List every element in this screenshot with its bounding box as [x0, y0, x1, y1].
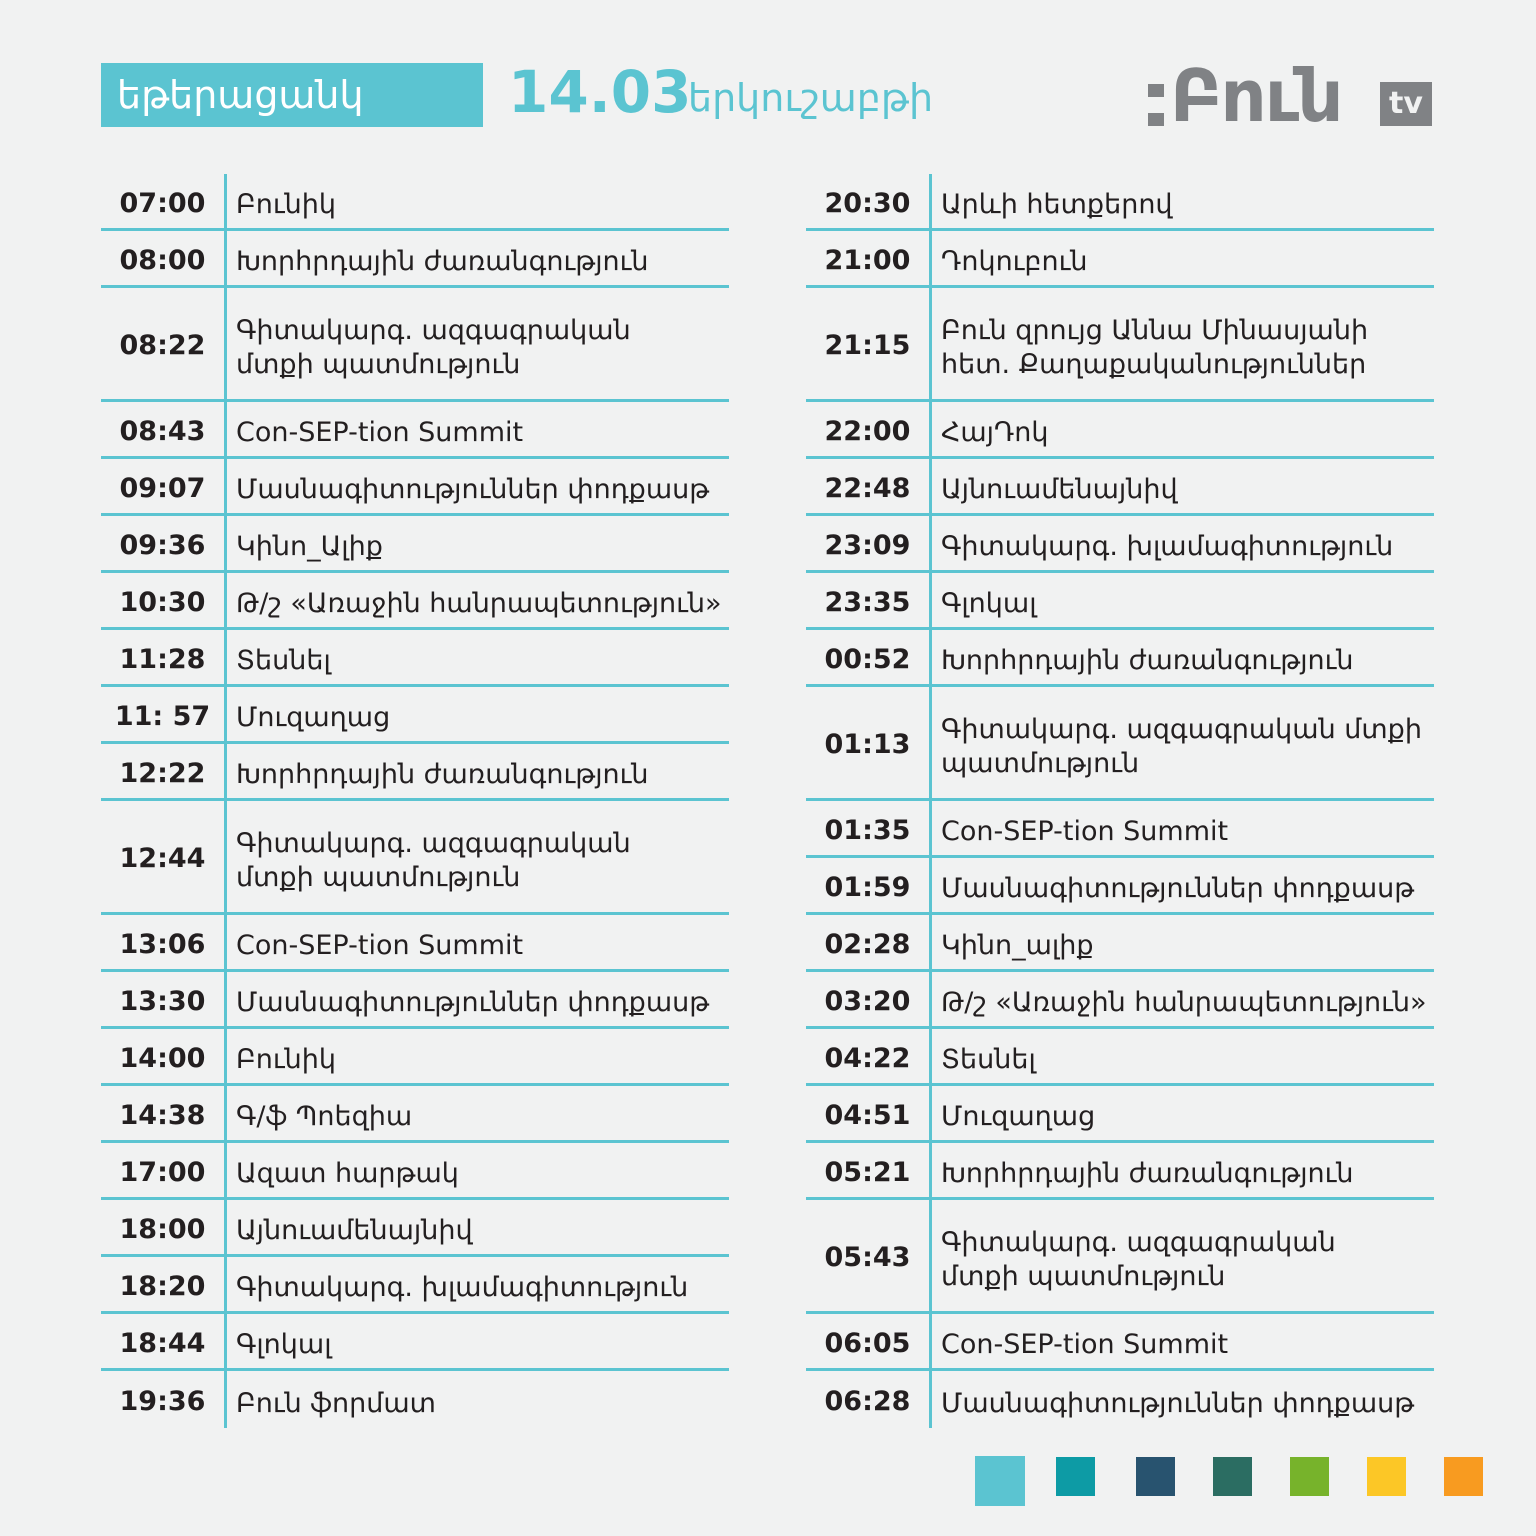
logo-word: Բուն	[1170, 54, 1342, 138]
schedule-column-left	[101, 174, 729, 1428]
schedule-time: 13:30	[119, 985, 206, 1017]
schedule-time: 05:21	[824, 1156, 911, 1188]
schedule-row	[806, 174, 1434, 231]
schedule-row	[806, 231, 1434, 288]
schedule-time: 09:36	[119, 529, 206, 561]
schedule-row	[101, 288, 729, 402]
schedule-time: 21:15	[824, 330, 911, 361]
schedule-time: 08:43	[119, 415, 206, 447]
schedule-time: 04:51	[824, 1099, 911, 1131]
schedule-program: Գիտակարգ. ազգագրական մտքի պատմություն	[941, 713, 1422, 779]
schedule-row	[806, 1314, 1434, 1371]
schedule-time: 17:00	[119, 1156, 206, 1188]
logo-tv-badge: tv	[1380, 82, 1432, 126]
schedule-program: Դոկուբուն	[941, 246, 1088, 277]
color-swatch	[975, 1456, 1025, 1506]
schedule-program: Խորհրդային ժառանգություն	[941, 1158, 1354, 1189]
schedule-time: 12:44	[119, 843, 206, 874]
schedule-program: Con-SEP-tion Summit	[236, 930, 524, 961]
bun-tv-logo	[1148, 54, 1438, 138]
schedule-time: 01:13	[824, 729, 911, 760]
schedule-program: Գլոկալ	[941, 588, 1037, 619]
schedule-row	[101, 972, 729, 1029]
schedule-program: Արևի հետքերով	[941, 189, 1173, 220]
schedule-time: 11: 57	[114, 700, 211, 732]
schedule-program: Այնուամենայնիվ	[236, 1215, 473, 1246]
schedule-program: Բուն զրույց Աննա Մինասյանի հետ. Քաղաքականություններ	[941, 314, 1369, 380]
schedule-program: Խորհրդային ժառանգություն	[236, 246, 649, 277]
schedule-row	[101, 459, 729, 516]
schedule-date: 14.03	[508, 58, 692, 126]
schedule-row	[101, 1200, 729, 1257]
schedule-program: Տեսնել	[236, 645, 331, 676]
color-swatch	[1290, 1457, 1329, 1496]
schedule-program: Ազատ հարթակ	[236, 1158, 459, 1189]
schedule-row	[101, 174, 729, 231]
schedule-row	[101, 915, 729, 972]
schedule-time: 04:22	[824, 1042, 911, 1074]
schedule-row	[101, 1371, 729, 1428]
schedule-row	[101, 1029, 729, 1086]
schedule-program: Գիտակարգ. խլամագիտություն	[941, 531, 1394, 562]
schedule-program: Թ/շ «Առաջին հանրապետություն»	[941, 987, 1427, 1018]
schedule-program: Մուզաղաց	[236, 702, 391, 733]
schedule-program: Գ/ֆ Պոեզիա	[236, 1101, 413, 1132]
schedule-row	[101, 744, 729, 801]
schedule-time: 02:28	[824, 928, 911, 960]
schedule-program: Թ/շ «Առաջին հանրապետություն»	[236, 588, 722, 619]
schedule-program: Con-SEP-tion Summit	[941, 1329, 1229, 1360]
schedule-time: 19:36	[119, 1386, 206, 1417]
color-swatch	[1367, 1457, 1406, 1496]
schedule-row	[101, 801, 729, 915]
schedule-row	[806, 858, 1434, 915]
schedule-row	[806, 687, 1434, 801]
schedule-program: ՀայԴոկ	[941, 417, 1049, 448]
schedule-program: Գիտակարգ. ազգագրական մտքի պատմություն	[236, 827, 631, 893]
schedule-program: Գլոկալ	[236, 1329, 332, 1360]
schedule-time: 22:48	[824, 472, 911, 504]
schedule-row	[806, 630, 1434, 687]
schedule-time: 01:35	[824, 814, 911, 846]
schedule-row	[806, 1029, 1434, 1086]
schedule-time: 00:52	[824, 643, 911, 675]
schedule-program: Գիտակարգ. ազգագրական մտքի պատմություն	[236, 314, 631, 380]
schedule-program: Բունիկ	[236, 189, 336, 220]
schedule-row	[806, 801, 1434, 858]
schedule-program: Մասնագիտություններ փոդքասթ	[236, 474, 710, 505]
schedule-time: 06:28	[824, 1386, 911, 1417]
schedule-row	[101, 630, 729, 687]
schedule-row	[806, 573, 1434, 630]
schedule-time: 06:05	[824, 1327, 911, 1359]
schedule-time: 05:43	[824, 1242, 911, 1273]
schedule-row	[101, 402, 729, 459]
schedule-program: Գիտակարգ. ազգագրական մտքի պատմություն	[941, 1226, 1336, 1292]
color-swatch	[1444, 1457, 1483, 1496]
schedule-row	[101, 516, 729, 573]
schedule-program: Մասնագիտություններ փոդքասթ	[941, 873, 1415, 904]
schedule-program: Կինո_ալիք	[941, 930, 1094, 961]
schedule-program: Մասնագիտություններ փոդքասթ	[236, 987, 710, 1018]
schedule-time: 01:59	[824, 871, 911, 903]
schedule-time: 09:07	[119, 472, 206, 504]
schedule-row	[101, 1314, 729, 1371]
color-swatch	[1056, 1457, 1095, 1496]
color-swatch	[1213, 1457, 1252, 1496]
schedule-time: 11:28	[119, 643, 206, 675]
schedule-row	[806, 288, 1434, 402]
schedule-row	[806, 915, 1434, 972]
logo-colon-mark	[1148, 84, 1166, 128]
schedule-row	[101, 573, 729, 630]
schedule-time: 08:22	[119, 330, 206, 361]
schedule-time: 07:00	[119, 187, 206, 219]
schedule-row	[101, 1257, 729, 1314]
schedule-time: 12:22	[119, 757, 206, 789]
schedule-row	[806, 972, 1434, 1029]
schedule-program: Այնուամենայնիվ	[941, 474, 1178, 505]
schedule-time: 20:30	[824, 187, 911, 219]
schedule-time: 22:00	[824, 415, 911, 447]
color-swatch	[1136, 1457, 1175, 1496]
schedule-program: Մուզաղաց	[941, 1101, 1096, 1132]
schedule-program: Խորհրդային ժառանգություն	[236, 759, 649, 790]
schedule-row	[101, 687, 729, 744]
schedule-program: Բունիկ	[236, 1044, 336, 1075]
schedule-program: Գիտակարգ. խլամագիտություն	[236, 1272, 689, 1303]
schedule-row	[101, 231, 729, 288]
schedule-column-right	[806, 174, 1434, 1428]
schedule-program: Բուն ֆորմատ	[236, 1387, 436, 1419]
schedule-row	[806, 1200, 1434, 1314]
schedule-time: 23:35	[824, 586, 911, 618]
schedule-time: 18:20	[119, 1270, 206, 1302]
schedule-time: 14:38	[119, 1099, 206, 1131]
schedule-row	[101, 1086, 729, 1143]
schedule-row	[806, 1143, 1434, 1200]
schedule-program: Կինո_Ալիք	[236, 531, 383, 562]
schedule-program: Con-SEP-tion Summit	[941, 816, 1229, 847]
schedule-row	[806, 459, 1434, 516]
schedule-label: եթերացանկ	[101, 63, 483, 127]
schedule-time: 10:30	[119, 586, 206, 618]
schedule-time: 03:20	[824, 985, 911, 1017]
schedule-program: Խորհրդային ժառանգություն	[941, 645, 1354, 676]
schedule-row	[806, 1371, 1434, 1428]
schedule-program: Տեսնել	[941, 1044, 1036, 1075]
schedule-weekday: երկուշաբթի	[688, 76, 934, 120]
schedule-row	[806, 1086, 1434, 1143]
schedule-time: 18:44	[119, 1327, 206, 1359]
schedule-time: 23:09	[824, 529, 911, 561]
schedule-program: Մասնագիտություններ փոդքասթ	[941, 1387, 1415, 1419]
schedule-time: 14:00	[119, 1042, 206, 1074]
schedule-time: 18:00	[119, 1213, 206, 1245]
schedule-row	[806, 516, 1434, 573]
schedule-time: 21:00	[824, 244, 911, 276]
schedule-program: Con-SEP-tion Summit	[236, 417, 524, 448]
schedule-row	[101, 1143, 729, 1200]
schedule-row	[806, 402, 1434, 459]
schedule-time: 08:00	[119, 244, 206, 276]
schedule-time: 13:06	[119, 928, 206, 960]
